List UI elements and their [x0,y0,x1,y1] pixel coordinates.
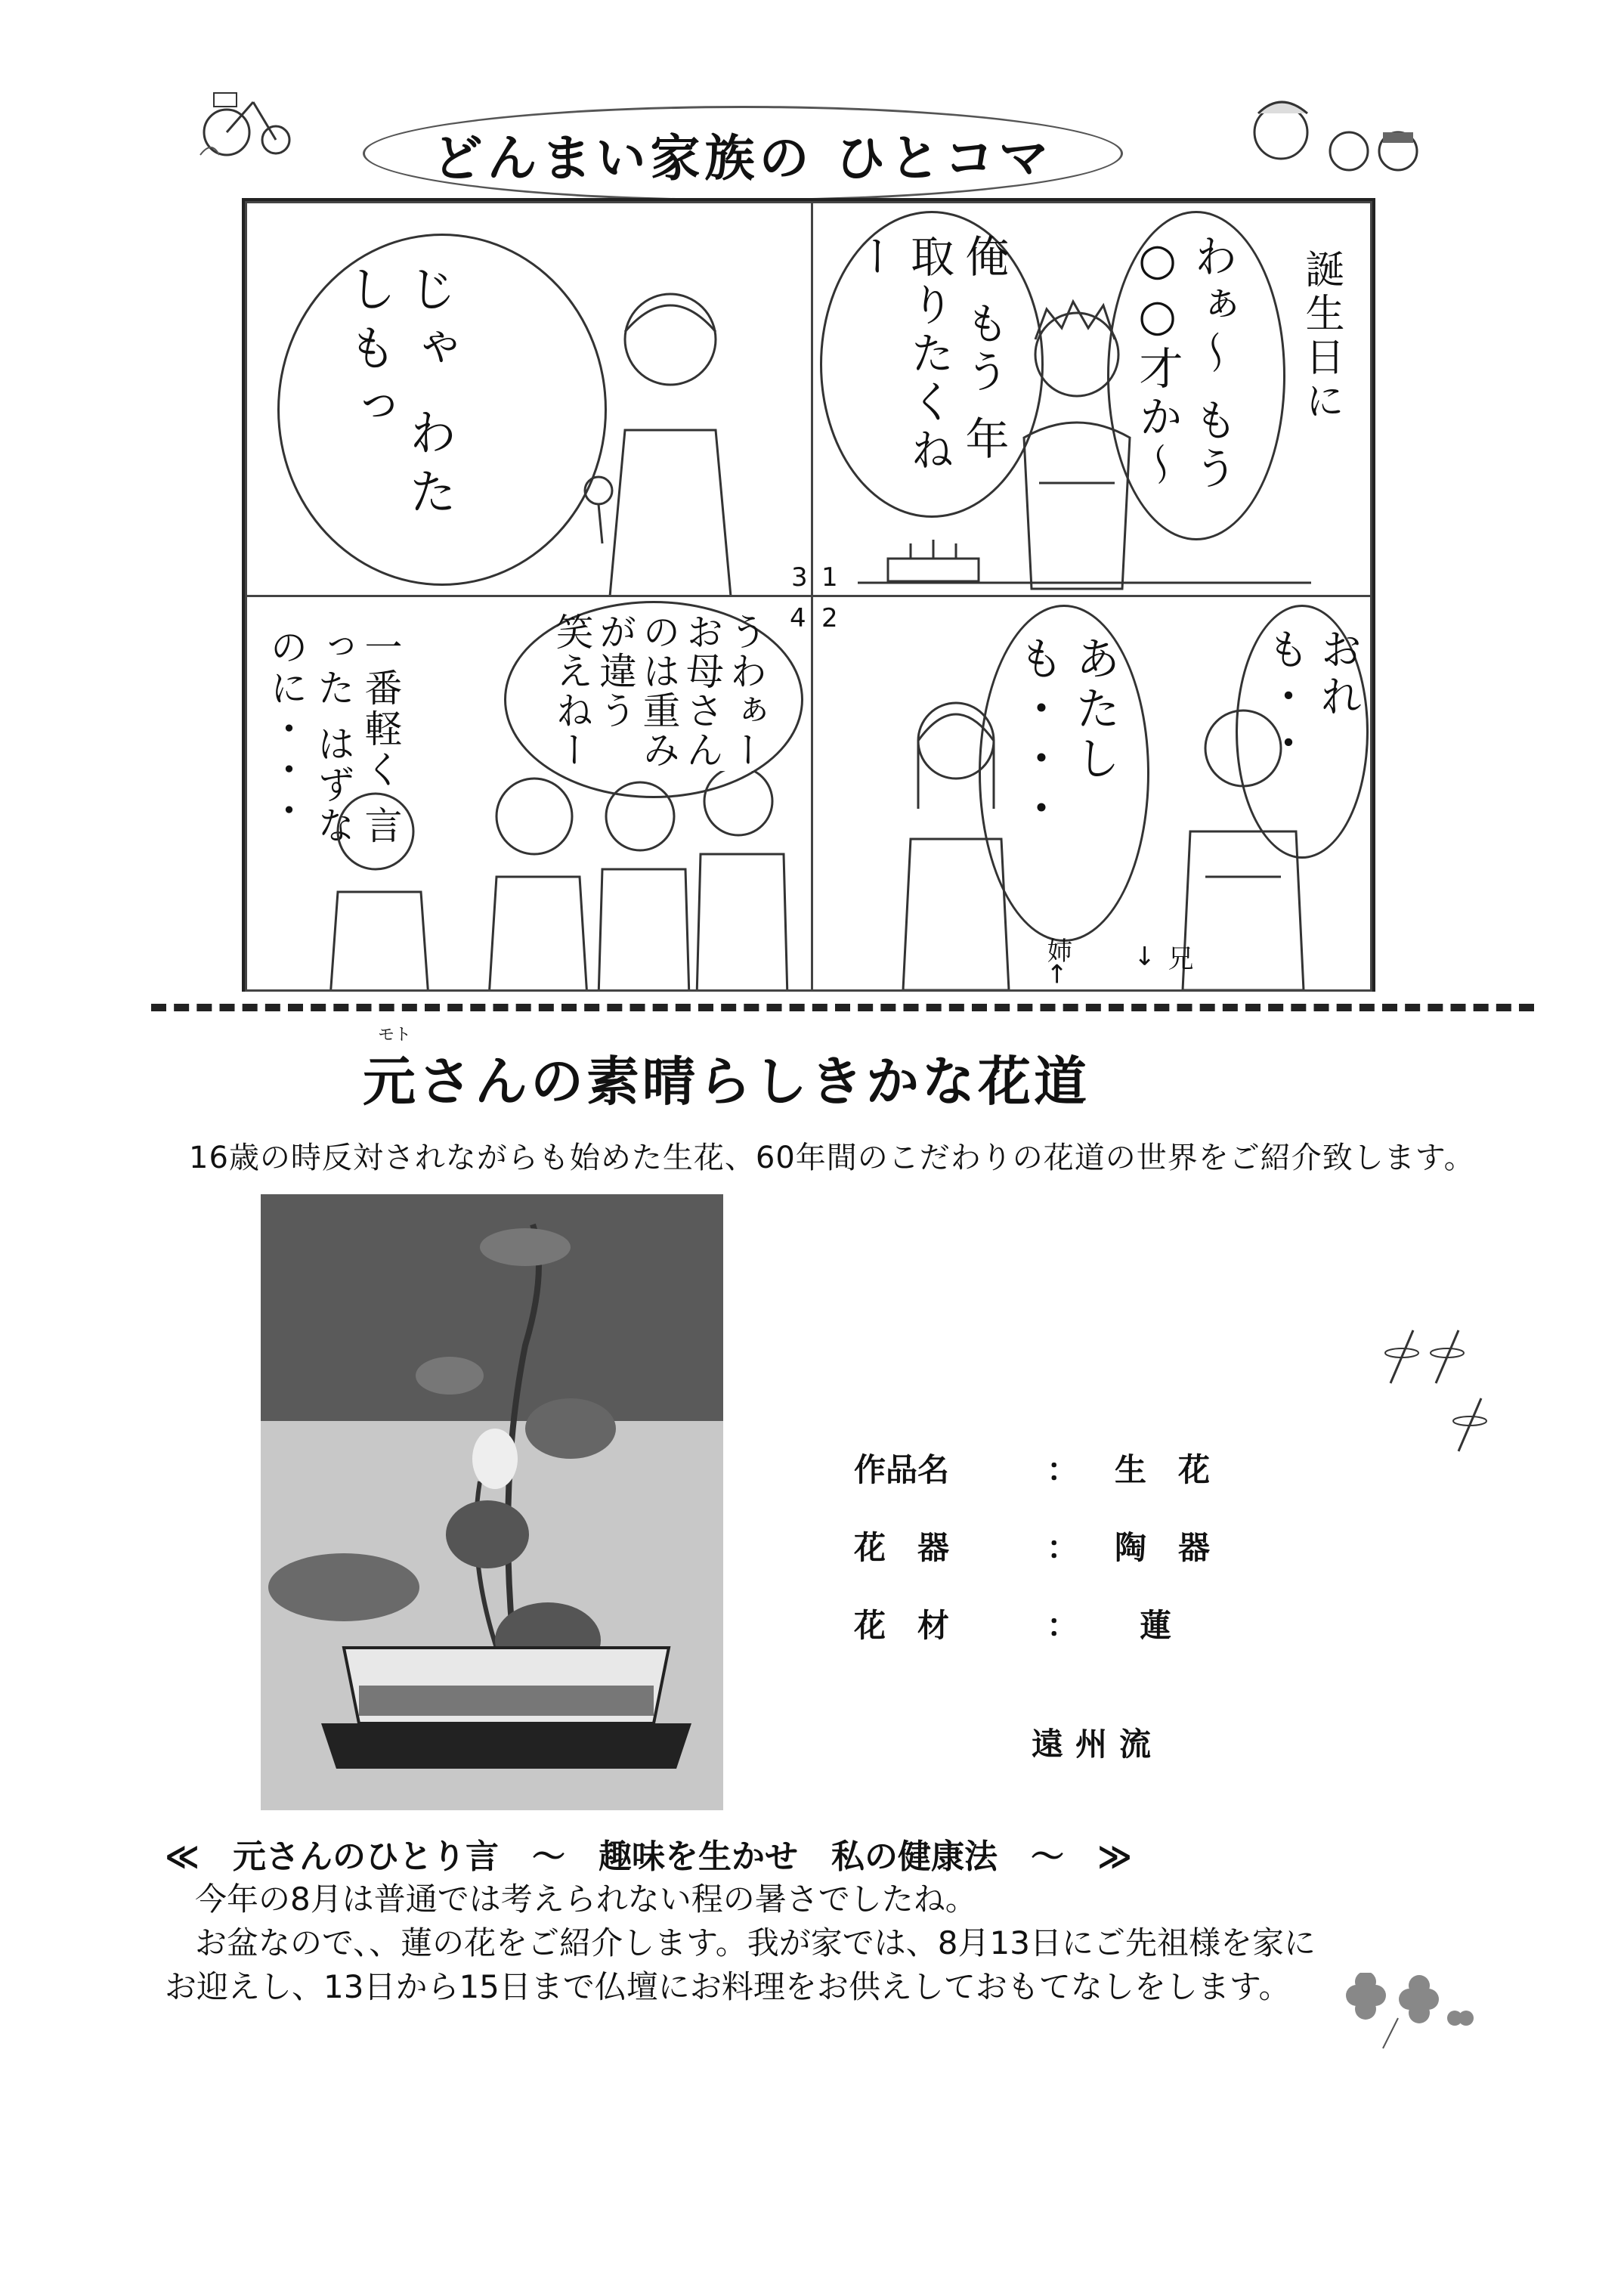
info-separator: ： [1047,1607,1079,1644]
info-value: 蓮 [1140,1607,1172,1644]
sister-character-illustration [880,673,1032,990]
speech-text: じゃ わたしもっ [340,264,456,526]
comic-panel-3 [245,201,813,598]
comic-panel-1 [810,201,1372,598]
birthday-cake-illustration [858,536,1341,596]
speech-text: 俺 もう 年取りたくねー [848,234,1010,475]
woman-character-illustration [580,271,806,596]
panel-number: 1 [821,562,838,593]
comic-strip [242,198,1375,992]
article-title: 元さんの素晴らしきかな花道 [363,1051,1090,1113]
info-label: 花 材 [854,1607,950,1644]
info-value: 生 花 [1115,1451,1211,1488]
comic-panel-2 [810,595,1372,992]
section-divider [151,1004,1534,1011]
comic-panel-4 [245,595,813,992]
column-line: お盆なので、、蓮の花をご紹介します。我が家では、8月13日にご先祖様を家に [195,1924,1316,1961]
ikebana-school: 遠州流 [1032,1726,1164,1763]
speech-text: わぁ〜 もう○○才か〜 [1131,234,1238,494]
header-title: どんまい家族の ひとコマ [432,128,1053,187]
info-label: 作品名 [854,1451,950,1488]
info-label: 花 器 [854,1529,950,1566]
column-line: お迎えし、13日から15日まで仏壇にお料理をお供えしておもてなしをします。 [165,1968,1291,2005]
dragonflies-illustration [1375,1323,1519,1459]
column-heading: ≪ 元さんのひとり言 〜 趣味を生かせ 私の健康法 〜 ≫ [165,1837,1133,1876]
title-ruby: モト [378,1026,412,1045]
ikebana-photo [261,1194,723,1810]
mascot-characters-illustration [1247,91,1436,189]
article-lead: 16歳の時反対されながらも始めた生花、60年間のこだわりの花道の世界をご紹介致します。 [189,1141,1475,1175]
info-value: 陶 器 [1115,1529,1211,1566]
sister-label: 姉← [1042,937,1072,985]
clover-flowers-illustration [1338,1973,1474,2056]
brother-label: 兄→ [1130,945,1193,971]
lotus-arrangement-image [261,1194,723,1810]
speech-text: あたしも・・・ [1011,635,1121,834]
panel-caption: 誕生日に [1298,249,1344,424]
panel-caption: 一番軽く 言った はずなのに・・・ [264,627,403,847]
speech-text: おれも・・ [1261,627,1363,768]
bicycle-illustration [193,79,299,163]
column-line: 今年の8月は普通では考えられない程の暑さでしたね。 [195,1881,977,1918]
info-separator: ： [1047,1451,1079,1488]
panel-number: 4 [790,603,806,633]
header-title-oval [363,106,1123,201]
info-separator: ： [1047,1529,1079,1566]
panel-number: 3 [791,562,808,593]
family-characters-illustration [308,771,813,992]
speech-text: うわぁー お母さんのは重みが違う 笑えねー [549,612,768,769]
panel-number: 2 [821,603,838,633]
